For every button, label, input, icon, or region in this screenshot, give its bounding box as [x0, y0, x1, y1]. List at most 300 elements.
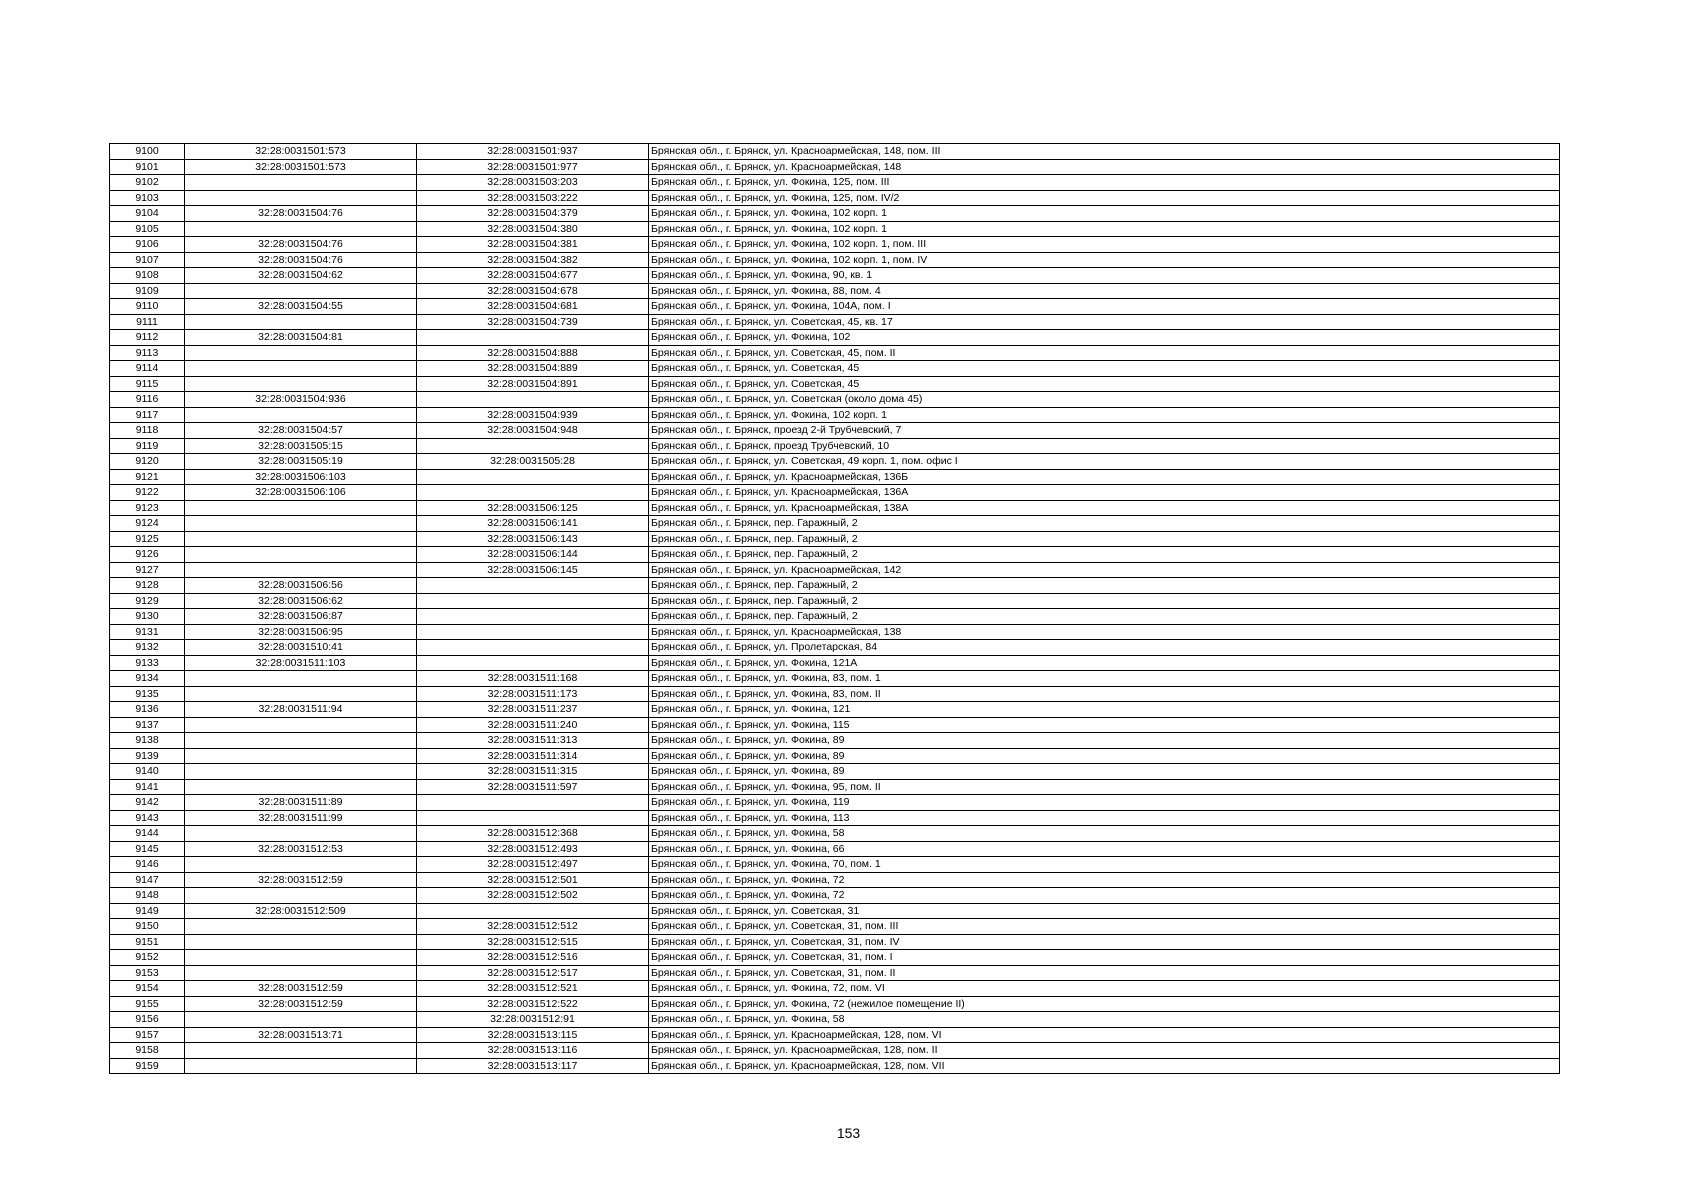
cadastral-number-cell: 32:28:0031506:145 — [417, 562, 649, 578]
row-number-cell: 9136 — [110, 702, 185, 718]
parent-cadastral-number-cell — [185, 516, 417, 532]
address-cell: Брянская обл., г. Брянск, ул. Фокина, 119 — [649, 795, 1560, 811]
table-row — [110, 206, 1560, 222]
parent-cadastral-number-cell: 32:28:0031504:81 — [185, 330, 417, 346]
address-cell: Брянская обл., г. Брянск, пер. Гаражный, 2 — [649, 516, 1560, 532]
table-row — [110, 640, 1560, 656]
table-row — [110, 190, 1560, 206]
table-row — [110, 407, 1560, 423]
parent-cadastral-number-cell — [185, 1058, 417, 1074]
row-number-cell: 9109 — [110, 283, 185, 299]
address-cell: Брянская обл., г. Брянск, ул. Фокина, 89 — [649, 764, 1560, 780]
cadastral-number-cell: 32:28:0031503:222 — [417, 190, 649, 206]
cadastral-number-cell: 32:28:0031512:512 — [417, 919, 649, 935]
parent-cadastral-number-cell — [185, 733, 417, 749]
row-number-cell: 9108 — [110, 268, 185, 284]
cadastral-number-cell — [417, 624, 649, 640]
table-row — [110, 423, 1560, 439]
address-cell: Брянская обл., г. Брянск, проезд 2-й Трубчевский, 7 — [649, 423, 1560, 439]
cadastral-number-cell — [417, 810, 649, 826]
cadastral-number-cell — [417, 469, 649, 485]
cadastral-number-cell: 32:28:0031504:381 — [417, 237, 649, 253]
cadastral-number-cell: 32:28:0031511:173 — [417, 686, 649, 702]
address-cell: Брянская обл., г. Брянск, ул. Красноармейская, 128, пом. II — [649, 1043, 1560, 1059]
row-number-cell: 9113 — [110, 345, 185, 361]
parent-cadastral-number-cell: 32:28:0031505:15 — [185, 438, 417, 454]
cadastral-number-cell: 32:28:0031513:116 — [417, 1043, 649, 1059]
table-row — [110, 950, 1560, 966]
cadastral-number-cell: 32:28:0031503:203 — [417, 175, 649, 191]
address-cell: Брянская обл., г. Брянск, ул. Фокина, 58 — [649, 826, 1560, 842]
row-number-cell: 9106 — [110, 237, 185, 253]
parent-cadastral-number-cell: 32:28:0031512:59 — [185, 872, 417, 888]
cadastral-number-cell: 32:28:0031504:891 — [417, 376, 649, 392]
parent-cadastral-number-cell — [185, 361, 417, 377]
cadastral-number-cell: 32:28:0031506:143 — [417, 531, 649, 547]
table-row — [110, 283, 1560, 299]
table-row — [110, 175, 1560, 191]
cadastral-number-cell: 32:28:0031511:237 — [417, 702, 649, 718]
address-cell: Брянская обл., г. Брянск, ул. Советская, 31, пом. IV — [649, 934, 1560, 950]
parent-cadastral-number-cell: 32:28:0031504:76 — [185, 252, 417, 268]
row-number-cell: 9159 — [110, 1058, 185, 1074]
cadastral-number-cell — [417, 593, 649, 609]
cadastral-number-cell: 32:28:0031504:681 — [417, 299, 649, 315]
table-row — [110, 702, 1560, 718]
cadastral-number-cell: 32:28:0031511:314 — [417, 748, 649, 764]
address-cell: Брянская обл., г. Брянск, ул. Красноармейская, 136Б — [649, 469, 1560, 485]
address-cell: Брянская обл., г. Брянск, ул. Советская, 45 — [649, 361, 1560, 377]
parent-cadastral-number-cell — [185, 531, 417, 547]
address-cell: Брянская обл., г. Брянск, ул. Фокина, 83, пом. 1 — [649, 671, 1560, 687]
address-cell: Брянская обл., г. Брянск, ул. Фокина, 102 корп. 1 — [649, 206, 1560, 222]
row-number-cell: 9140 — [110, 764, 185, 780]
parent-cadastral-number-cell — [185, 764, 417, 780]
row-number-cell: 9121 — [110, 469, 185, 485]
table-row — [110, 268, 1560, 284]
cadastral-number-cell: 32:28:0031504:380 — [417, 221, 649, 237]
table-row — [110, 469, 1560, 485]
row-number-cell: 9139 — [110, 748, 185, 764]
row-number-cell: 9130 — [110, 609, 185, 625]
table-row — [110, 593, 1560, 609]
address-cell: Брянская обл., г. Брянск, ул. Фокина, 70, пом. 1 — [649, 857, 1560, 873]
address-cell: Брянская обл., г. Брянск, ул. Красноармейская, 148, пом. III — [649, 144, 1560, 160]
parent-cadastral-number-cell — [185, 888, 417, 904]
cadastral-number-cell: 32:28:0031504:678 — [417, 283, 649, 299]
table-row — [110, 221, 1560, 237]
table-row — [110, 438, 1560, 454]
parent-cadastral-number-cell — [185, 283, 417, 299]
parent-cadastral-number-cell — [185, 686, 417, 702]
parent-cadastral-number-cell — [185, 221, 417, 237]
row-number-cell: 9101 — [110, 159, 185, 175]
row-number-cell: 9112 — [110, 330, 185, 346]
address-cell: Брянская обл., г. Брянск, пер. Гаражный, 2 — [649, 547, 1560, 563]
parent-cadastral-number-cell: 32:28:0031510:41 — [185, 640, 417, 656]
table-row — [110, 857, 1560, 873]
parent-cadastral-number-cell: 32:28:0031501:573 — [185, 144, 417, 160]
address-cell: Брянская обл., г. Брянск, ул. Красноармейская, 128, пом. VI — [649, 1027, 1560, 1043]
row-number-cell: 9100 — [110, 144, 185, 160]
row-number-cell: 9122 — [110, 485, 185, 501]
table-row — [110, 810, 1560, 826]
table-row — [110, 361, 1560, 377]
address-cell: Брянская обл., г. Брянск, ул. Фокина, 58 — [649, 1012, 1560, 1028]
parent-cadastral-number-cell — [185, 1012, 417, 1028]
parent-cadastral-number-cell — [185, 779, 417, 795]
table-row — [110, 981, 1560, 997]
table-row — [110, 314, 1560, 330]
row-number-cell: 9134 — [110, 671, 185, 687]
cadastral-number-cell: 32:28:0031512:501 — [417, 872, 649, 888]
address-cell: Брянская обл., г. Брянск, ул. Фокина, 72 (нежилое помещение II) — [649, 996, 1560, 1012]
row-number-cell: 9155 — [110, 996, 185, 1012]
row-number-cell: 9116 — [110, 392, 185, 408]
cadastral-number-cell: 32:28:0031512:91 — [417, 1012, 649, 1028]
cadastral-number-cell: 32:28:0031504:379 — [417, 206, 649, 222]
address-cell: Брянская обл., г. Брянск, ул. Фокина, 113 — [649, 810, 1560, 826]
row-number-cell: 9146 — [110, 857, 185, 873]
address-cell: Брянская обл., г. Брянск, ул. Фокина, 102 корп. 1, пом. III — [649, 237, 1560, 253]
address-cell: Брянская обл., г. Брянск, ул. Фокина, 102 корп. 1 — [649, 221, 1560, 237]
table-row — [110, 748, 1560, 764]
parent-cadastral-number-cell: 32:28:0031506:95 — [185, 624, 417, 640]
cadastral-number-cell — [417, 795, 649, 811]
address-cell: Брянская обл., г. Брянск, ул. Фокина, 121 — [649, 702, 1560, 718]
row-number-cell: 9126 — [110, 547, 185, 563]
parent-cadastral-number-cell: 32:28:0031506:87 — [185, 609, 417, 625]
registry-table-body — [110, 144, 1560, 1074]
cadastral-number-cell: 32:28:0031512:502 — [417, 888, 649, 904]
parent-cadastral-number-cell — [185, 1043, 417, 1059]
cadastral-number-cell: 32:28:0031512:493 — [417, 841, 649, 857]
row-number-cell: 9148 — [110, 888, 185, 904]
cadastral-number-cell: 32:28:0031504:382 — [417, 252, 649, 268]
table-row — [110, 376, 1560, 392]
row-number-cell: 9156 — [110, 1012, 185, 1028]
parent-cadastral-number-cell: 32:28:0031512:53 — [185, 841, 417, 857]
table-row — [110, 965, 1560, 981]
address-cell: Брянская обл., г. Брянск, ул. Советская, 49 корп. 1, пом. офис I — [649, 454, 1560, 470]
table-row — [110, 237, 1560, 253]
row-number-cell: 9145 — [110, 841, 185, 857]
parent-cadastral-number-cell: 32:28:0031501:573 — [185, 159, 417, 175]
table-row — [110, 1012, 1560, 1028]
cadastral-number-cell: 32:28:0031505:28 — [417, 454, 649, 470]
parent-cadastral-number-cell — [185, 950, 417, 966]
parent-cadastral-number-cell: 32:28:0031506:106 — [185, 485, 417, 501]
parent-cadastral-number-cell: 32:28:0031504:57 — [185, 423, 417, 439]
parent-cadastral-number-cell — [185, 717, 417, 733]
address-cell: Брянская обл., г. Брянск, ул. Фокина, 125, пом. III — [649, 175, 1560, 191]
row-number-cell: 9141 — [110, 779, 185, 795]
table-row — [110, 454, 1560, 470]
cadastral-number-cell: 32:28:0031504:939 — [417, 407, 649, 423]
cadastral-number-cell: 32:28:0031504:889 — [417, 361, 649, 377]
cadastral-number-cell — [417, 903, 649, 919]
table-row — [110, 655, 1560, 671]
row-number-cell: 9132 — [110, 640, 185, 656]
address-cell: Брянская обл., г. Брянск, ул. Фокина, 83, пом. II — [649, 686, 1560, 702]
address-cell: Брянская обл., г. Брянск, ул. Фокина, 66 — [649, 841, 1560, 857]
cadastral-number-cell — [417, 640, 649, 656]
cadastral-number-cell: 32:28:0031512:368 — [417, 826, 649, 842]
parent-cadastral-number-cell: 32:28:0031513:71 — [185, 1027, 417, 1043]
address-cell: Брянская обл., г. Брянск, пер. Гаражный, 2 — [649, 593, 1560, 609]
address-cell: Брянская обл., г. Брянск, ул. Красноармейская, 128, пом. VII — [649, 1058, 1560, 1074]
cadastral-number-cell: 32:28:0031511:240 — [417, 717, 649, 733]
table-row — [110, 686, 1560, 702]
parent-cadastral-number-cell — [185, 376, 417, 392]
table-row — [110, 671, 1560, 687]
address-cell: Брянская обл., г. Брянск, ул. Красноармейская, 136А — [649, 485, 1560, 501]
cadastral-number-cell: 32:28:0031511:313 — [417, 733, 649, 749]
row-number-cell: 9110 — [110, 299, 185, 315]
table-row — [110, 919, 1560, 935]
parent-cadastral-number-cell: 32:28:0031512:59 — [185, 981, 417, 997]
row-number-cell: 9150 — [110, 919, 185, 935]
parent-cadastral-number-cell — [185, 547, 417, 563]
address-cell: Брянская обл., г. Брянск, ул. Фокина, 125, пом. IV/2 — [649, 190, 1560, 206]
table-row — [110, 609, 1560, 625]
cadastral-number-cell: 32:28:0031512:521 — [417, 981, 649, 997]
table-row — [110, 934, 1560, 950]
address-cell: Брянская обл., г. Брянск, ул. Фокина, 89 — [649, 748, 1560, 764]
cadastral-number-cell: 32:28:0031512:516 — [417, 950, 649, 966]
row-number-cell: 9143 — [110, 810, 185, 826]
address-cell: Брянская обл., г. Брянск, ул. Фокина, 88, пом. 4 — [649, 283, 1560, 299]
row-number-cell: 9152 — [110, 950, 185, 966]
row-number-cell: 9133 — [110, 655, 185, 671]
row-number-cell: 9107 — [110, 252, 185, 268]
table-row — [110, 795, 1560, 811]
parent-cadastral-number-cell: 32:28:0031511:99 — [185, 810, 417, 826]
row-number-cell: 9157 — [110, 1027, 185, 1043]
cadastral-number-cell — [417, 392, 649, 408]
parent-cadastral-number-cell: 32:28:0031512:59 — [185, 996, 417, 1012]
table-row — [110, 624, 1560, 640]
table-row — [110, 996, 1560, 1012]
parent-cadastral-number-cell: 32:28:0031511:103 — [185, 655, 417, 671]
cadastral-number-cell — [417, 655, 649, 671]
row-number-cell: 9111 — [110, 314, 185, 330]
page-number: 153 — [836, 1125, 861, 1141]
address-cell: Брянская обл., г. Брянск, ул. Советская, 31, пом. III — [649, 919, 1560, 935]
address-cell: Брянская обл., г. Брянск, ул. Советская, 45, кв. 17 — [649, 314, 1560, 330]
row-number-cell: 9131 — [110, 624, 185, 640]
table-row — [110, 531, 1560, 547]
cadastral-number-cell: 32:28:0031513:117 — [417, 1058, 649, 1074]
row-number-cell: 9135 — [110, 686, 185, 702]
address-cell: Брянская обл., г. Брянск, ул. Фокина, 72 — [649, 872, 1560, 888]
parent-cadastral-number-cell — [185, 407, 417, 423]
table-row — [110, 345, 1560, 361]
cadastral-number-cell: 32:28:0031501:977 — [417, 159, 649, 175]
row-number-cell: 9144 — [110, 826, 185, 842]
address-cell: Брянская обл., г. Брянск, пер. Гаражный, 2 — [649, 609, 1560, 625]
cadastral-number-cell: 32:28:0031504:739 — [417, 314, 649, 330]
address-cell: Брянская обл., г. Брянск, ул. Советская, 31, пом. I — [649, 950, 1560, 966]
address-cell: Брянская обл., г. Брянск, ул. Фокина, 72, пом. VI — [649, 981, 1560, 997]
row-number-cell: 9125 — [110, 531, 185, 547]
address-cell: Брянская обл., г. Брянск, ул. Фокина, 102 — [649, 330, 1560, 346]
row-number-cell: 9128 — [110, 578, 185, 594]
table-row — [110, 159, 1560, 175]
parent-cadastral-number-cell — [185, 345, 417, 361]
parent-cadastral-number-cell: 32:28:0031506:103 — [185, 469, 417, 485]
table-row — [110, 717, 1560, 733]
cadastral-number-cell: 32:28:0031506:144 — [417, 547, 649, 563]
cadastral-number-cell: 32:28:0031506:141 — [417, 516, 649, 532]
table-row — [110, 888, 1560, 904]
row-number-cell: 9117 — [110, 407, 185, 423]
row-number-cell: 9137 — [110, 717, 185, 733]
cadastral-number-cell: 32:28:0031511:315 — [417, 764, 649, 780]
table-row — [110, 779, 1560, 795]
parent-cadastral-number-cell — [185, 748, 417, 764]
address-cell: Брянская обл., г. Брянск, пер. Гаражный, 2 — [649, 531, 1560, 547]
address-cell: Брянская обл., г. Брянск, проезд Трубчевский, 10 — [649, 438, 1560, 454]
table-row — [110, 547, 1560, 563]
table-row — [110, 578, 1560, 594]
address-cell: Брянская обл., г. Брянск, ул. Фокина, 72 — [649, 888, 1560, 904]
row-number-cell: 9129 — [110, 593, 185, 609]
table-row — [110, 841, 1560, 857]
table-row — [110, 872, 1560, 888]
cadastral-number-cell: 32:28:0031512:515 — [417, 934, 649, 950]
address-cell: Брянская обл., г. Брянск, ул. Советская, 45, пом. II — [649, 345, 1560, 361]
table-row — [110, 1058, 1560, 1074]
address-cell: Брянская обл., г. Брянск, ул. Фокина, 115 — [649, 717, 1560, 733]
address-cell: Брянская обл., г. Брянск, ул. Фокина, 95, пом. II — [649, 779, 1560, 795]
cadastral-number-cell: 32:28:0031512:517 — [417, 965, 649, 981]
row-number-cell: 9115 — [110, 376, 185, 392]
address-cell: Брянская обл., г. Брянск, ул. Пролетарская, 84 — [649, 640, 1560, 656]
row-number-cell: 9102 — [110, 175, 185, 191]
parent-cadastral-number-cell — [185, 919, 417, 935]
row-number-cell: 9149 — [110, 903, 185, 919]
row-number-cell: 9147 — [110, 872, 185, 888]
row-number-cell: 9124 — [110, 516, 185, 532]
address-cell: Брянская обл., г. Брянск, ул. Фокина, 102 корп. 1 — [649, 407, 1560, 423]
address-cell: Брянская обл., г. Брянск, ул. Фокина, 102 корп. 1, пом. IV — [649, 252, 1560, 268]
row-number-cell: 9158 — [110, 1043, 185, 1059]
cadastral-number-cell: 32:28:0031501:937 — [417, 144, 649, 160]
table-row — [110, 733, 1560, 749]
row-number-cell: 9119 — [110, 438, 185, 454]
parent-cadastral-number-cell: 32:28:0031504:936 — [185, 392, 417, 408]
cadastral-number-cell: 32:28:0031504:888 — [417, 345, 649, 361]
table-row — [110, 1043, 1560, 1059]
table-row — [110, 903, 1560, 919]
table-row — [110, 500, 1560, 516]
row-number-cell: 9138 — [110, 733, 185, 749]
cadastral-number-cell — [417, 609, 649, 625]
table-row — [110, 485, 1560, 501]
cadastral-number-cell: 32:28:0031513:115 — [417, 1027, 649, 1043]
parent-cadastral-number-cell: 32:28:0031505:19 — [185, 454, 417, 470]
parent-cadastral-number-cell — [185, 562, 417, 578]
parent-cadastral-number-cell — [185, 190, 417, 206]
address-cell: Брянская обл., г. Брянск, ул. Фокина, 104А, пом. I — [649, 299, 1560, 315]
parent-cadastral-number-cell — [185, 826, 417, 842]
address-cell: Брянская обл., г. Брянск, ул. Советская (около дома 45) — [649, 392, 1560, 408]
parent-cadastral-number-cell: 32:28:0031512:509 — [185, 903, 417, 919]
parent-cadastral-number-cell — [185, 314, 417, 330]
row-number-cell: 9154 — [110, 981, 185, 997]
cadastral-number-cell: 32:28:0031511:597 — [417, 779, 649, 795]
address-cell: Брянская обл., г. Брянск, ул. Красноармейская, 142 — [649, 562, 1560, 578]
cadastral-number-cell: 32:28:0031504:948 — [417, 423, 649, 439]
cadastral-number-cell — [417, 485, 649, 501]
row-number-cell: 9118 — [110, 423, 185, 439]
address-cell: Брянская обл., г. Брянск, ул. Советская, 31 — [649, 903, 1560, 919]
address-cell: Брянская обл., г. Брянск, ул. Фокина, 89 — [649, 733, 1560, 749]
parent-cadastral-number-cell — [185, 671, 417, 687]
row-number-cell: 9103 — [110, 190, 185, 206]
address-cell: Брянская обл., г. Брянск, ул. Советская, 45 — [649, 376, 1560, 392]
table-row — [110, 252, 1560, 268]
parent-cadastral-number-cell: 32:28:0031504:62 — [185, 268, 417, 284]
row-number-cell: 9114 — [110, 361, 185, 377]
parent-cadastral-number-cell: 32:28:0031506:62 — [185, 593, 417, 609]
table-row — [110, 516, 1560, 532]
parent-cadastral-number-cell: 32:28:0031511:89 — [185, 795, 417, 811]
address-cell: Брянская обл., г. Брянск, ул. Фокина, 90, кв. 1 — [649, 268, 1560, 284]
parent-cadastral-number-cell — [185, 965, 417, 981]
row-number-cell: 9105 — [110, 221, 185, 237]
cadastral-number-cell: 32:28:0031506:125 — [417, 500, 649, 516]
address-cell: Брянская обл., г. Брянск, ул. Красноармейская, 138А — [649, 500, 1560, 516]
table-row — [110, 299, 1560, 315]
parent-cadastral-number-cell: 32:28:0031504:55 — [185, 299, 417, 315]
row-number-cell: 9123 — [110, 500, 185, 516]
table-row — [110, 392, 1560, 408]
row-number-cell: 9142 — [110, 795, 185, 811]
address-cell: Брянская обл., г. Брянск, ул. Советская, 31, пом. II — [649, 965, 1560, 981]
table-row — [110, 144, 1560, 160]
row-number-cell: 9127 — [110, 562, 185, 578]
cadastral-number-cell — [417, 330, 649, 346]
parent-cadastral-number-cell: 32:28:0031504:76 — [185, 237, 417, 253]
parent-cadastral-number-cell: 32:28:0031504:76 — [185, 206, 417, 222]
cadastral-number-cell: 32:28:0031511:168 — [417, 671, 649, 687]
table-row — [110, 1027, 1560, 1043]
address-cell: Брянская обл., г. Брянск, ул. Красноармейская, 138 — [649, 624, 1560, 640]
cadastral-number-cell: 32:28:0031512:522 — [417, 996, 649, 1012]
row-number-cell: 9104 — [110, 206, 185, 222]
cadastral-number-cell: 32:28:0031512:497 — [417, 857, 649, 873]
parent-cadastral-number-cell: 32:28:0031511:94 — [185, 702, 417, 718]
parent-cadastral-number-cell — [185, 857, 417, 873]
table-row — [110, 764, 1560, 780]
cadastral-number-cell — [417, 438, 649, 454]
table-row — [110, 330, 1560, 346]
parent-cadastral-number-cell — [185, 934, 417, 950]
parent-cadastral-number-cell: 32:28:0031506:56 — [185, 578, 417, 594]
table-row — [110, 562, 1560, 578]
cadastral-number-cell — [417, 578, 649, 594]
cadastral-number-cell: 32:28:0031504:677 — [417, 268, 649, 284]
parent-cadastral-number-cell — [185, 175, 417, 191]
address-cell: Брянская обл., г. Брянск, ул. Фокина, 121А — [649, 655, 1560, 671]
row-number-cell: 9153 — [110, 965, 185, 981]
address-cell: Брянская обл., г. Брянск, пер. Гаражный, 2 — [649, 578, 1560, 594]
registry-table — [109, 143, 1560, 1074]
address-cell: Брянская обл., г. Брянск, ул. Красноармейская, 148 — [649, 159, 1560, 175]
row-number-cell: 9120 — [110, 454, 185, 470]
